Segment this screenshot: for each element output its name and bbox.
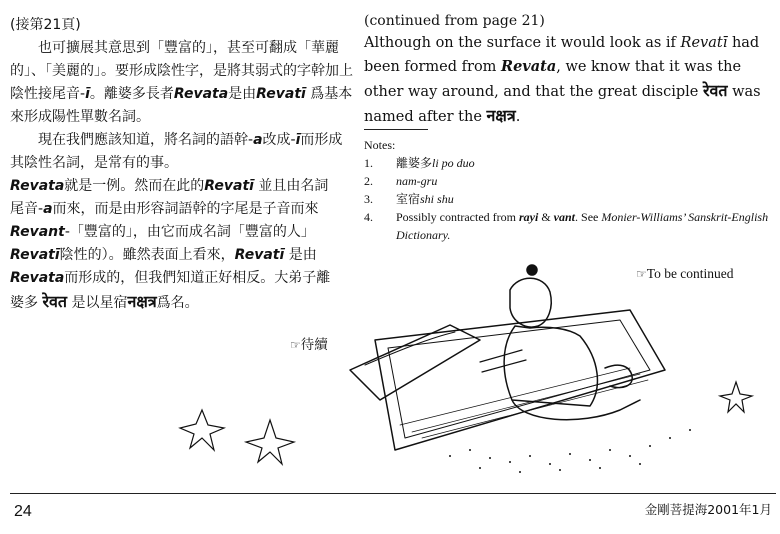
continued-from-english: (continued from page 21) xyxy=(364,13,545,29)
text-run: 也可擴展其意思到「豐富的」，甚至可翻成「華麗的」、「美麗的」。要形成陰性字，是將其弱式的字幹加上陰性接尾音- xyxy=(10,40,353,102)
journal-date: 金剛菩提海2001年1月 xyxy=(644,502,772,517)
sanskrit-term: Revata xyxy=(10,178,65,194)
note-number: 2. xyxy=(364,174,373,188)
sanskrit-term: Revant xyxy=(10,224,65,240)
continued-from-label: (接第21頁) xyxy=(10,17,81,33)
note-item xyxy=(364,154,774,172)
note-chinese: 室宿 xyxy=(396,192,421,206)
text-run: 爲基本來形成陽性單數名詞。 xyxy=(10,86,353,125)
to-be-continued-english-label: To be continued xyxy=(646,266,734,281)
note-item xyxy=(364,190,774,208)
sanskrit-term: Revatī xyxy=(204,178,254,194)
note-number: 3. xyxy=(364,192,373,206)
devanagari-term: रेवत xyxy=(702,81,728,100)
sanskrit-term: Revata xyxy=(501,58,557,75)
monk-illustration xyxy=(150,250,780,490)
hand-ornament-icon: ☞ xyxy=(290,338,301,352)
sanskrit-term: Revata xyxy=(10,270,65,286)
text-run: 就是一例。然而在此的 xyxy=(64,178,205,194)
text-run: 是由 xyxy=(284,247,317,263)
text-run: -「豐富的」，由它而成名詞「豐富的人」 xyxy=(64,224,315,240)
text-run: . See xyxy=(575,210,602,224)
sanskrit-term: Revatī xyxy=(10,247,60,263)
star-2 xyxy=(246,420,294,464)
notes-list xyxy=(364,154,774,244)
sanskrit-term: rayi xyxy=(518,210,539,224)
star-3 xyxy=(720,382,752,412)
sparkle-stars xyxy=(180,382,752,464)
hand-ornament-icon: ☞ xyxy=(636,267,647,281)
text-run: 是以星宿 xyxy=(67,295,128,311)
monk-head xyxy=(510,278,551,327)
cloth-fold xyxy=(350,325,480,400)
text-run: 而形成的，但我們知道正好相反。大弟子離婆多 xyxy=(10,270,331,311)
sanskrit-term: Revatī xyxy=(680,35,728,51)
sanskrit-term: ī xyxy=(295,132,301,148)
english-paragraph xyxy=(364,32,772,129)
text-run: had been formed from xyxy=(364,35,760,75)
text-run: 而來，而是由形容詞語幹的字尾是子音而來 xyxy=(52,201,319,217)
text-run: 改成- xyxy=(262,132,296,148)
note-item xyxy=(364,172,774,190)
mat-outline xyxy=(375,310,665,450)
text-run: Possibly contracted from xyxy=(396,210,519,224)
note-item xyxy=(364,208,774,244)
devanagari-term: रेवत xyxy=(42,292,68,311)
note-romanization: nam-gru xyxy=(396,174,438,188)
notes-divider xyxy=(364,129,428,130)
devanagari-term: नक्षत्र xyxy=(127,292,157,311)
text-run: 爲名。 xyxy=(156,295,199,311)
text-run: & xyxy=(538,210,554,224)
text-run: 是由 xyxy=(228,86,257,102)
footer-divider xyxy=(10,493,776,494)
star-1 xyxy=(180,410,224,450)
text-run: , we know that it was the other way around, and that the great disciple xyxy=(364,59,742,100)
chinese-paragraph-1 xyxy=(10,37,355,129)
text-run: 現在我們應該知道，將名詞的語幹- xyxy=(38,132,254,148)
text-run: . xyxy=(515,109,521,125)
dictionary-reference: Monier-Williams’ Sanskrit-English Dictionary. xyxy=(396,210,769,242)
to-be-continued-chinese-label: 待續 xyxy=(300,337,328,353)
text-run: 而形成其陰性名詞，是常有的事。 xyxy=(10,132,343,171)
text-run: 並且由名詞尾音- xyxy=(10,178,329,217)
notes-title: Notes: xyxy=(364,138,396,152)
text-run: was named after the xyxy=(364,84,761,125)
chinese-paragraph-2 xyxy=(10,129,355,175)
sanskrit-term: vant xyxy=(553,210,576,224)
note-chinese: 離婆多 xyxy=(396,156,433,170)
english-article-column xyxy=(364,10,772,129)
mat-inner xyxy=(388,320,650,438)
text-run: 。離婆多長者 xyxy=(89,86,174,102)
devanagari-term: नक्षत्र xyxy=(486,106,516,125)
text-run: Although on the surface it would look as if xyxy=(364,35,681,51)
note-romanization: li po duo xyxy=(432,156,475,170)
monk-topknot xyxy=(527,265,537,275)
sanskrit-term: ī xyxy=(85,86,90,102)
sanskrit-term: Revatī xyxy=(234,247,285,263)
sanskrit-term: a xyxy=(253,132,263,148)
note-number: 1. xyxy=(364,156,373,170)
text-run: 陰性的）。雖然表面上看來， xyxy=(59,247,235,263)
page-number: 24 xyxy=(14,503,32,520)
sanskrit-term: Revatī xyxy=(256,86,306,102)
notes-section xyxy=(364,136,774,244)
sanskrit-term: Revata xyxy=(173,86,229,102)
stipple-texture xyxy=(449,429,691,473)
note-romanization: shi shu xyxy=(420,192,454,206)
note-number: 4. xyxy=(364,210,373,224)
sanskrit-term: a xyxy=(43,201,53,217)
